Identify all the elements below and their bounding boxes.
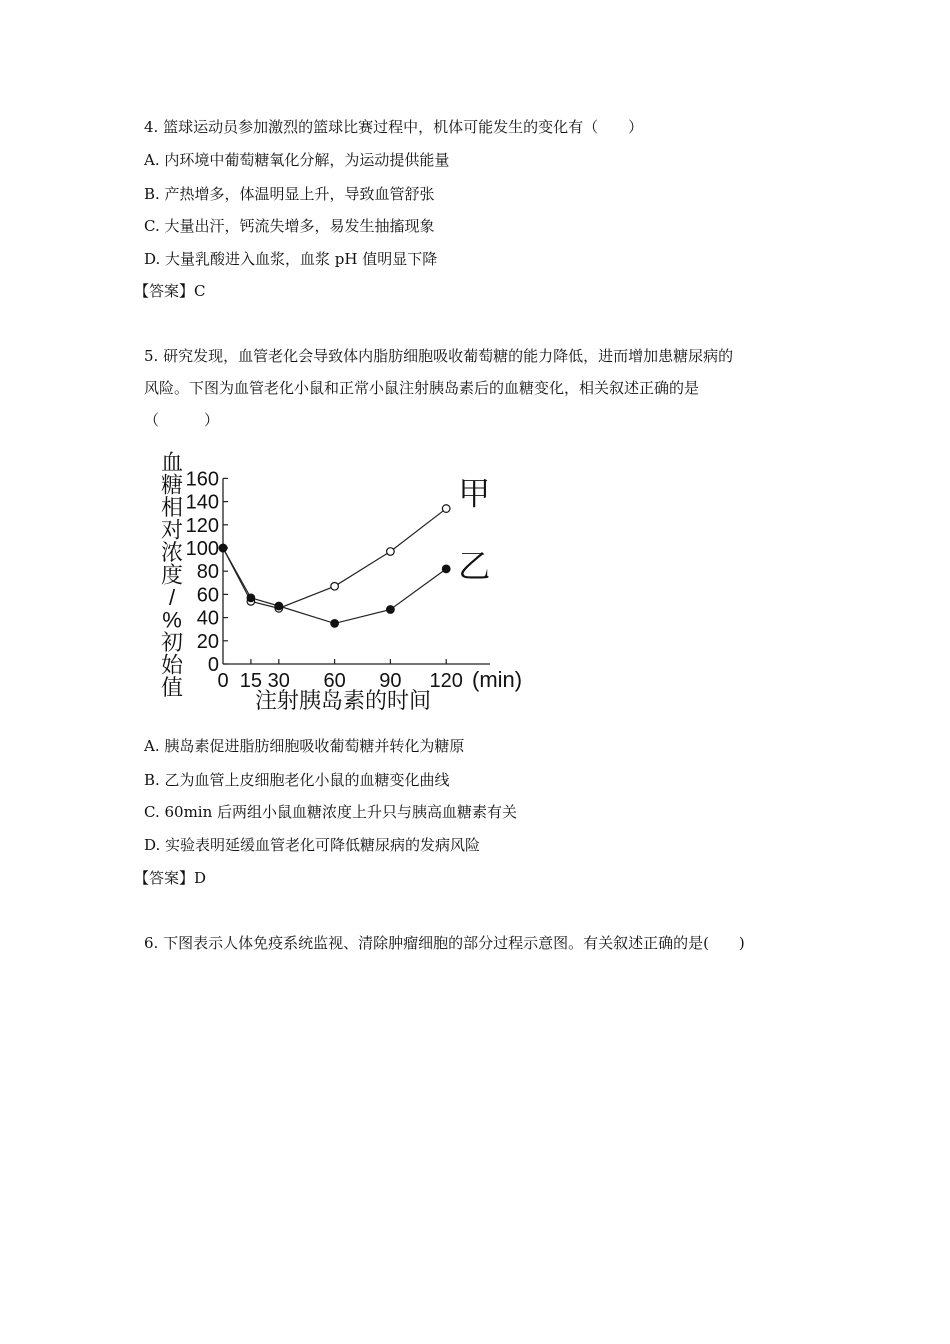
q4-answer: 【答案】C [134,282,206,300]
y-tick-label: 80 [196,561,219,584]
y-axis-label-char: / [168,585,176,610]
q5-option-d: D. 实验表明延缓血管老化可降低糖尿病的发病风险 [144,836,481,854]
q4-stem: 4. 篮球运动员参加激烈的篮球比赛过程中，机体可能发生的变化有（ ） [144,118,644,136]
q5-option-b: B. 乙为血管上皮细胞老化小鼠的血糖变化曲线 [144,771,450,789]
x-tick-label: 0 [217,670,229,692]
x-tick-label: 60 [323,670,346,692]
y-axis-label [161,450,184,700]
y-axis-label-char: 对 [160,517,184,543]
q4-option-a: A. 内环境中葡萄糖氧化分解，为运动提供能量 [144,151,450,169]
y-tick-label: 40 [196,607,219,630]
blood-glucose-chart [150,440,540,720]
q4-option-d: D. 大量乳酸进入血浆，血浆 pH 值明显下降 [144,250,438,268]
y-axis-label-char: 糖 [160,472,184,498]
y-axis-label-char: 始 [160,652,184,678]
chart-axes [223,475,491,664]
series-label: 甲 [458,475,491,512]
y-tick-label: 60 [196,584,219,607]
y-axis-label-char: % [162,607,182,633]
y-tick-label: 160 [185,468,219,491]
data-point [331,582,339,590]
y-tick-label: 120 [185,514,219,537]
q6-stem: 6. 下图表示人体免疫系统监视、清除肿瘤细胞的部分过程示意图。有关叙述正确的是( ) [144,934,745,952]
y-axis-label-char: 相 [160,495,184,520]
y-tick-label: 100 [185,538,219,560]
q5-answer: 【答案】D [134,869,207,887]
y-ticks [186,468,228,676]
q4-option-c: C. 大量出汗，钙流失增多，易发生抽搐现象 [144,217,435,235]
y-axis-label-char: 初 [160,630,184,655]
q4-option-b: B. 产热增多，体温明显上升，导致血管舒张 [144,185,435,203]
data-point [442,565,450,573]
y-tick-label: 0 [207,654,219,676]
data-point [247,594,255,602]
y-tick-label: 20 [196,630,219,653]
y-axis-label-char: 血 [160,450,184,475]
data-point [387,548,395,556]
x-axis-unit: (min) [472,667,523,692]
x-tick-label: 15 [239,670,263,692]
series-label: 乙 [458,547,491,584]
y-axis-label-char: 值 [160,675,184,700]
x-tick-label: 90 [379,670,402,692]
x-tick-label: 120 [429,670,463,692]
q5-stem-line2: 风险。下图为血管老化小鼠和正常小鼠注射胰岛素后的血糖变化，相关叙述正确的是 [144,379,700,397]
y-axis-label-char: 度 [160,562,184,588]
q5-option-a: A. 胰岛素促进脂肪细胞吸收葡萄糖并转化为糖原 [144,737,465,755]
data-point [387,606,395,614]
y-axis-label-char: 浓 [160,540,184,565]
data-point [442,505,450,513]
chart-series [219,476,490,628]
data-point [275,602,283,610]
y-tick-label: 140 [185,491,219,514]
data-point [219,544,227,552]
q5-stem-line3: （ ） [144,411,220,429]
data-point [331,620,339,628]
x-tick-label: 30 [267,670,290,692]
q5-option-c: C. 60min 后两组小鼠血糖浓度上升只与胰高血糖素有关 [144,803,518,821]
q5-stem-line1: 5. 研究发现，血管老化会导致体内脂肪细胞吸收葡萄糖的能力降低，进而增加患糖尿病的 [144,347,734,365]
x-axis-label: 注射胰岛素的时间 [255,688,432,713]
